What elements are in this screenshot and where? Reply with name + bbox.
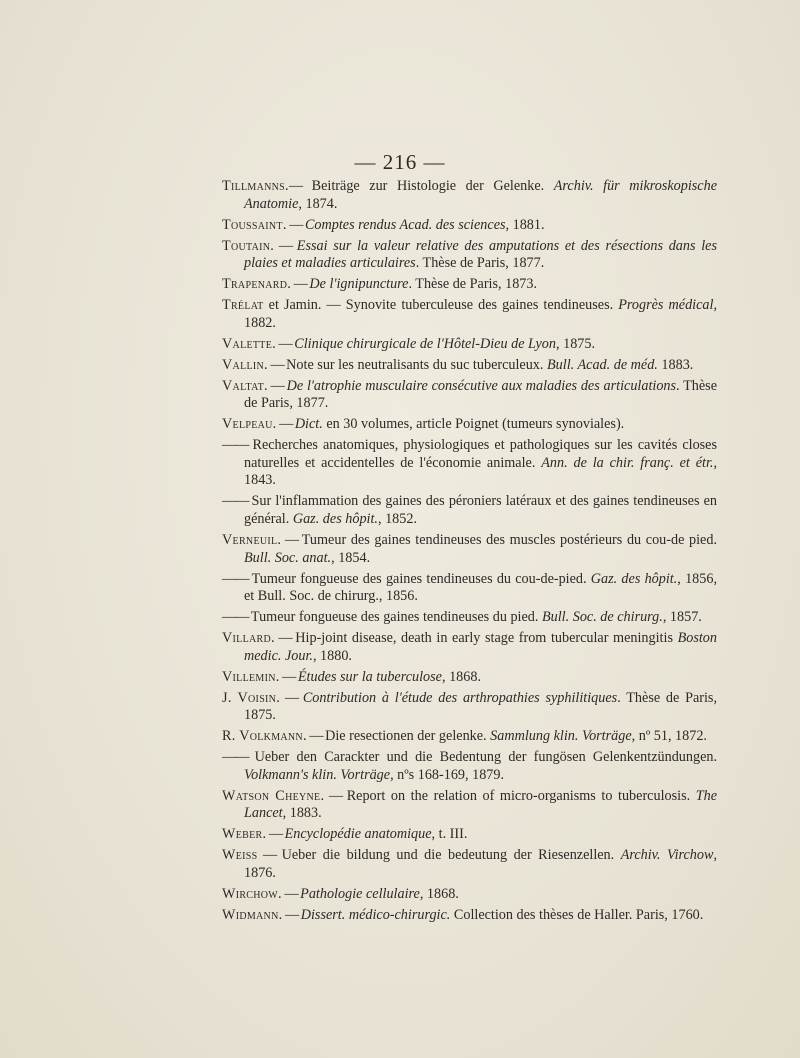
entry-tail: en 30 volumes, article Poignet (tumeurs synoviales). xyxy=(322,416,625,433)
entry-tail: , 1843. xyxy=(244,454,717,489)
entry-dash: — xyxy=(286,216,305,233)
entry-title: Bull. Soc. de chirurg. xyxy=(541,609,663,626)
entry-dash: — xyxy=(281,531,302,548)
entry-dash: — xyxy=(257,847,282,864)
bibliography-list xyxy=(222,178,717,928)
entry-title: Clinique chirurgicale de l'Hôtel-Dieu de Lyon xyxy=(294,335,556,352)
entry-dash: — xyxy=(306,728,326,745)
bibliography-entry xyxy=(222,690,717,725)
entry-title: Études sur la tuberculose xyxy=(297,668,442,685)
entry-dash: — xyxy=(288,178,303,194)
entry-title: De l'atrophie musculaire consécutive aux maladies des articulations xyxy=(286,377,677,394)
entry-title: Bull. Soc. anat. xyxy=(244,549,332,566)
entry-text: Tumeur fongueuse des gaines tendineuses du pied. xyxy=(250,609,542,626)
entry-author: R. Volkmann. xyxy=(222,728,307,745)
bibliography-entry xyxy=(222,532,717,567)
entry-title: Sammlung klin. Vorträge xyxy=(490,728,632,745)
entry-author: Vallin. xyxy=(222,356,268,373)
entry-tail: . Thèse de Paris, 1875. xyxy=(244,689,718,724)
entry-dash: — xyxy=(282,906,301,923)
entry-text: Ueber den Carackter und die Bedentung der fungösen Gelenkentzündungen. xyxy=(254,749,718,766)
entry-tail: , 1856, et Bull. Soc. de chirurg., 1856. xyxy=(244,570,717,605)
bibliography-entry xyxy=(222,847,717,882)
entry-tail: , 1868. xyxy=(441,668,481,685)
bibliography-entry xyxy=(222,217,717,235)
entry-title: De l'ignipuncture xyxy=(309,276,409,293)
entry-dash: — xyxy=(279,668,298,685)
bibliography-entry xyxy=(222,630,717,665)
entry-dash: — xyxy=(275,335,295,352)
entry-title: Bull. Acad. de méd. xyxy=(547,356,658,373)
entry-tail: , 1881. xyxy=(505,216,545,233)
entry-tail: , nºs 168-169, 1879. xyxy=(390,766,505,783)
entry-text: Sur l'inflammation des gaines des péroniers latéraux et des gaines tendineuses en général. xyxy=(244,493,717,527)
entry-author: Villemin. xyxy=(222,668,280,685)
entry-author: J. Voisin. xyxy=(222,689,281,706)
bibliography-entry xyxy=(222,297,717,332)
entry-title: Dict. xyxy=(294,416,323,433)
entry-dash: —— xyxy=(222,437,253,454)
entry-dash: — xyxy=(280,689,303,706)
entry-author: Trapenard. xyxy=(222,276,292,293)
entry-dash: —— xyxy=(222,749,255,766)
entry-title: Volkmann's klin. Vorträge xyxy=(244,766,391,783)
bibliography-entry xyxy=(222,609,717,627)
entry-author: Wirchow. xyxy=(222,885,282,902)
bibliography-entry xyxy=(222,493,717,528)
entry-title: Archiv. für mikroskopische Anatomie xyxy=(244,178,717,212)
entry-text: Note sur les neutralisants du suc tuberculeux. xyxy=(286,356,547,373)
entry-title: Gaz. des hôpit. xyxy=(590,570,678,587)
entry-dash: — xyxy=(291,276,310,293)
entry-dash: —— xyxy=(222,609,251,626)
entry-tail: . Thèse de Paris, 1877. xyxy=(244,377,718,412)
bibliography-entry xyxy=(222,378,717,413)
entry-tail: , nº 51, 1872. xyxy=(631,728,707,745)
bibliography-entry xyxy=(222,788,717,823)
entry-title: Ann. de la chir. franç. et étr. xyxy=(541,454,714,471)
bibliography-entry xyxy=(222,276,717,294)
bibliography-entry xyxy=(222,749,717,784)
entry-tail: , 1854. xyxy=(331,549,371,566)
entry-author: Valtat. xyxy=(222,377,268,394)
bibliography-entry xyxy=(222,437,717,490)
entry-title: Progrès médical xyxy=(618,297,714,314)
entry-author: Tillmanns. xyxy=(222,178,289,194)
entry-title: Contribution à l'étude des arthropathies syphilitiques xyxy=(302,689,618,706)
entry-text: Die resectionen der gelenke. xyxy=(325,728,491,745)
entry-dash: — xyxy=(324,787,347,804)
entry-dash: — xyxy=(266,826,285,843)
entry-tail: , 1852. xyxy=(377,511,417,527)
bibliography-entry xyxy=(222,826,717,844)
bibliography-entry xyxy=(222,336,717,354)
entry-title: Boston medic. Jour. xyxy=(244,630,717,664)
bibliography-entry xyxy=(222,886,717,904)
entry-title: Essai sur la valeur relative des amputations et des résections dans les plaies et maladies articulaires xyxy=(244,237,717,272)
entry-text: Tumeur des gaines tendineuses des muscles postérieurs du cou-de pied. xyxy=(301,531,717,548)
entry-author: Watson Cheyne. xyxy=(222,787,325,804)
entry-author: Weber. xyxy=(222,826,267,843)
page-number: — 216 — xyxy=(354,150,446,174)
bibliography-entry xyxy=(222,178,717,213)
entry-text: Recherches anatomiques, physiologiques et pathologiques sur les cavités closes naturelles et accidentelles de l'économie animale. xyxy=(244,437,718,471)
entry-author: Widmann. xyxy=(222,906,283,923)
entry-tail: , 1875. xyxy=(556,335,596,352)
entry-title: The Lancet xyxy=(244,787,718,822)
entry-tail: . Thèse de Paris, 1873. xyxy=(408,276,538,293)
entry-tail: , 1882. xyxy=(244,297,717,331)
entry-author: Toussaint. xyxy=(222,216,287,233)
entry-tail: . Thèse de Paris, 1877. xyxy=(415,255,545,272)
entry-text: et Jamin. — Synovite tuberculeuse des gaines tendineuses. xyxy=(263,297,619,314)
entry-tail: , t. III. xyxy=(431,826,468,843)
entry-tail: , 1874. xyxy=(298,195,338,212)
entry-dash: — xyxy=(276,416,295,433)
entry-tail: Collection des thèses de Haller. Paris, 1760. xyxy=(450,906,704,923)
bibliography-entry xyxy=(222,416,717,434)
entry-dash: — xyxy=(267,356,287,373)
bibliography-entry xyxy=(222,571,717,606)
entry-dash: — xyxy=(274,630,296,647)
bibliography-entry xyxy=(222,728,717,746)
entry-dash: —— xyxy=(222,493,252,510)
entry-text: Ueber die bildung und die bedeutung der Riesenzellen. xyxy=(281,847,621,864)
entry-author: Verneuil. xyxy=(222,531,282,548)
entry-author: Toutain. xyxy=(222,237,275,254)
entry-text: Beiträge zur Histologie der Gelenke. xyxy=(302,178,554,194)
entry-title: Archiv. Virchow xyxy=(620,847,714,864)
entry-title: Comptes rendus Acad. des sciences xyxy=(304,216,506,233)
entry-title: Pathologie cellulaire xyxy=(300,885,420,902)
entry-author: Villard. xyxy=(222,630,275,647)
entry-tail: , 1876. xyxy=(244,847,717,881)
entry-tail: , 1880. xyxy=(312,647,352,664)
entry-text: Report on the relation of micro-organisms to tuberculosis. xyxy=(346,787,696,804)
entry-tail: , 1883. xyxy=(282,805,322,822)
entry-dash: — xyxy=(267,377,287,394)
bibliography-entry xyxy=(222,669,717,687)
entry-title: Dissert. médico-chirurgic. xyxy=(300,906,451,923)
entry-tail: , 1868. xyxy=(419,885,459,902)
entry-author: Valette. xyxy=(222,335,276,352)
entry-title: Gaz. des hôpit. xyxy=(292,511,378,527)
bibliography-entry xyxy=(222,357,717,375)
entry-dash: — xyxy=(281,885,301,902)
entry-author: Trélat xyxy=(222,297,264,314)
entry-dash: —— xyxy=(222,570,252,587)
bibliography-entry xyxy=(222,907,717,925)
entry-title: Encyclopédie anatomique xyxy=(284,826,432,843)
entry-author: Weiss xyxy=(222,847,258,864)
entry-tail: , 1857. xyxy=(662,609,702,626)
entry-author: Velpeau. xyxy=(222,416,277,433)
bibliography-entry xyxy=(222,238,717,273)
entry-text: Hip-joint disease, death in early stage from tubercular meningitis xyxy=(295,630,678,647)
entry-dash: — xyxy=(274,237,297,254)
entry-text: Tumeur fongueuse des gaines tendineuses du cou-de-pied. xyxy=(251,570,591,587)
entry-tail: 1883. xyxy=(657,356,694,373)
